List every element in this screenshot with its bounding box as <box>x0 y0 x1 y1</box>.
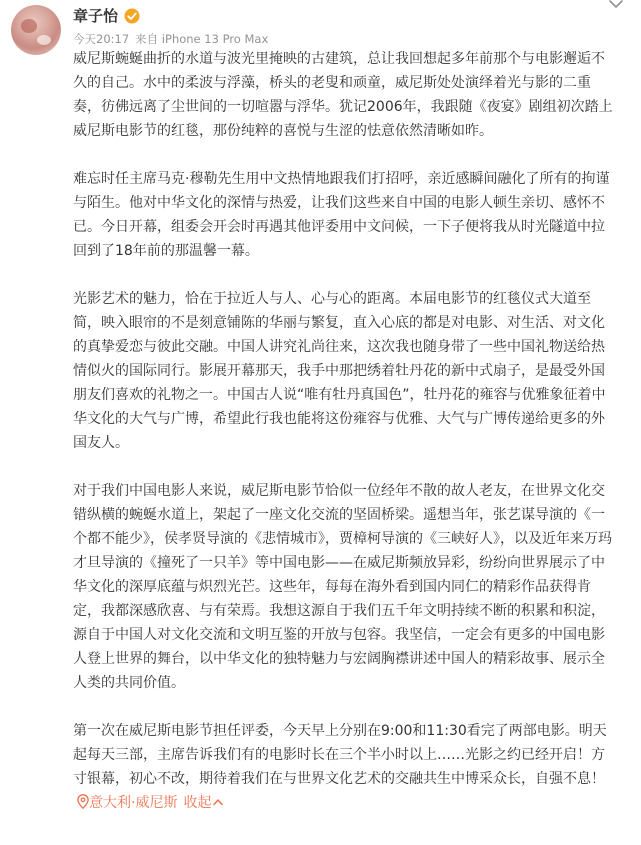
post-paragraph-last <box>73 719 618 815</box>
post-meta <box>73 32 268 47</box>
post-time[interactable]: 今天20:17 <box>73 32 130 46</box>
post-paragraph: 对于我们中国电影人来说，威尼斯电影节恰似一位经年不散的故人老友，在世界文化交错纵横的蜿蜒水道上，架起了一座文化交流的坚固桥梁。遥想当年，张艺谋导演的《一个都不能少》，侯孝贤导演的《悲情城市》，贾樟柯导演的《三峡好人》，以及近年来万玛才旦导演的《撞死了一只羊》等中国电影——在威尼斯频放异彩，纷纷向世界展示了中华文化的深厚底蕴与炽烈光芒。这些年，每每在海外看到国内同仁的精彩作品获得肯定，我都深感欣喜、与有荣焉。我想这源自于我们五千年文明持续不断的积累和积淀，源自于中国人对文化交流和文明互鉴的开放与包容。我坚信，一定会有更多的中国电影人登上世界的舞台，以中华文化的独特魅力与宏阔胸襟讲述中国人的精彩故事、展示全人类的共同价值。 <box>73 483 612 691</box>
collapse-label: 收起 <box>183 795 212 811</box>
location-pin-icon[interactable] <box>77 794 89 809</box>
post-paragraph: 威尼斯蜿蜒曲折的水道与波光里掩映的古建筑，总让我回想起多年前那个与电影邂逅不久的自己。水中的柔波与浮藻，桥头的老叟和顽童，威尼斯处处演绎着光与影的二重奏，彷佛远离了尘世间的一切喧嚣与浮华。犹记2006年，我跟随《夜宴》剧组初次踏上威尼斯电影节的红毯，那份纯粹的喜悦与生涩的怯意依然清晰如昨。 <box>73 51 613 139</box>
chevron-up-icon <box>213 798 223 806</box>
collapse-button[interactable] <box>183 795 223 811</box>
post-body <box>73 47 618 815</box>
post-paragraph: 难忘时任主席马克·穆勒先生用中文热情地跟我们打招呼，亲近感瞬间融化了所有的拘谨与陌生。他对中华文化的深情与热爱，让我们这些来自中国的电影人顿生亲切、感怀不已。今日开幕，组委会开会时再遇其他评委用中文问候，一下子便将我从时光隧道中拉回到了18年前的那温馨一幕。 <box>73 171 610 259</box>
avatar[interactable] <box>11 5 61 55</box>
location-link[interactable]: 意大利·威尼斯 <box>89 795 178 811</box>
author-name[interactable]: 章子怡 <box>73 7 119 25</box>
post-source: 来自 iPhone 13 Pro Max <box>135 32 269 46</box>
post-header <box>0 0 641 52</box>
post-paragraph: 光影艺术的魅力，恰在于拉近人与人、心与心的距离。本届电影节的红毯仪式大道至简，映入眼帘的不是刻意铺陈的华丽与繁复，直入心底的都是对电影、对生活、对文化的真挚爱恋与彼此交融。中国人讲究礼尚往来，这次我也随身带了一些中国礼物送给热情似火的国际同行。影展开幕那天，我手中那把绣着牡丹花的新中式扇子，是最受外国朋友们喜欢的礼物之一。中国古人说“唯有牡丹真国色”，牡丹花的雍容与优雅象征着中华文化的大气与广博，希望此行我也能将这份雍容与优雅、大气与广博传递给更多的外国友人。 <box>73 291 606 451</box>
verified-badge-icon <box>124 8 140 24</box>
chevron-down-icon[interactable] <box>607 0 625 10</box>
post-paragraph: 第一次在威尼斯电影节担任评委，今天早上分别在9:00和11:30看完了两部电影。明天起每天三部，主席告诉我们有的电影时长在三个半小时以上……光影之约已经开启！方寸银幕，初心不改，期待着我们在与世界文化艺术的交融共生中博采众长，自强不息！ <box>73 723 607 787</box>
